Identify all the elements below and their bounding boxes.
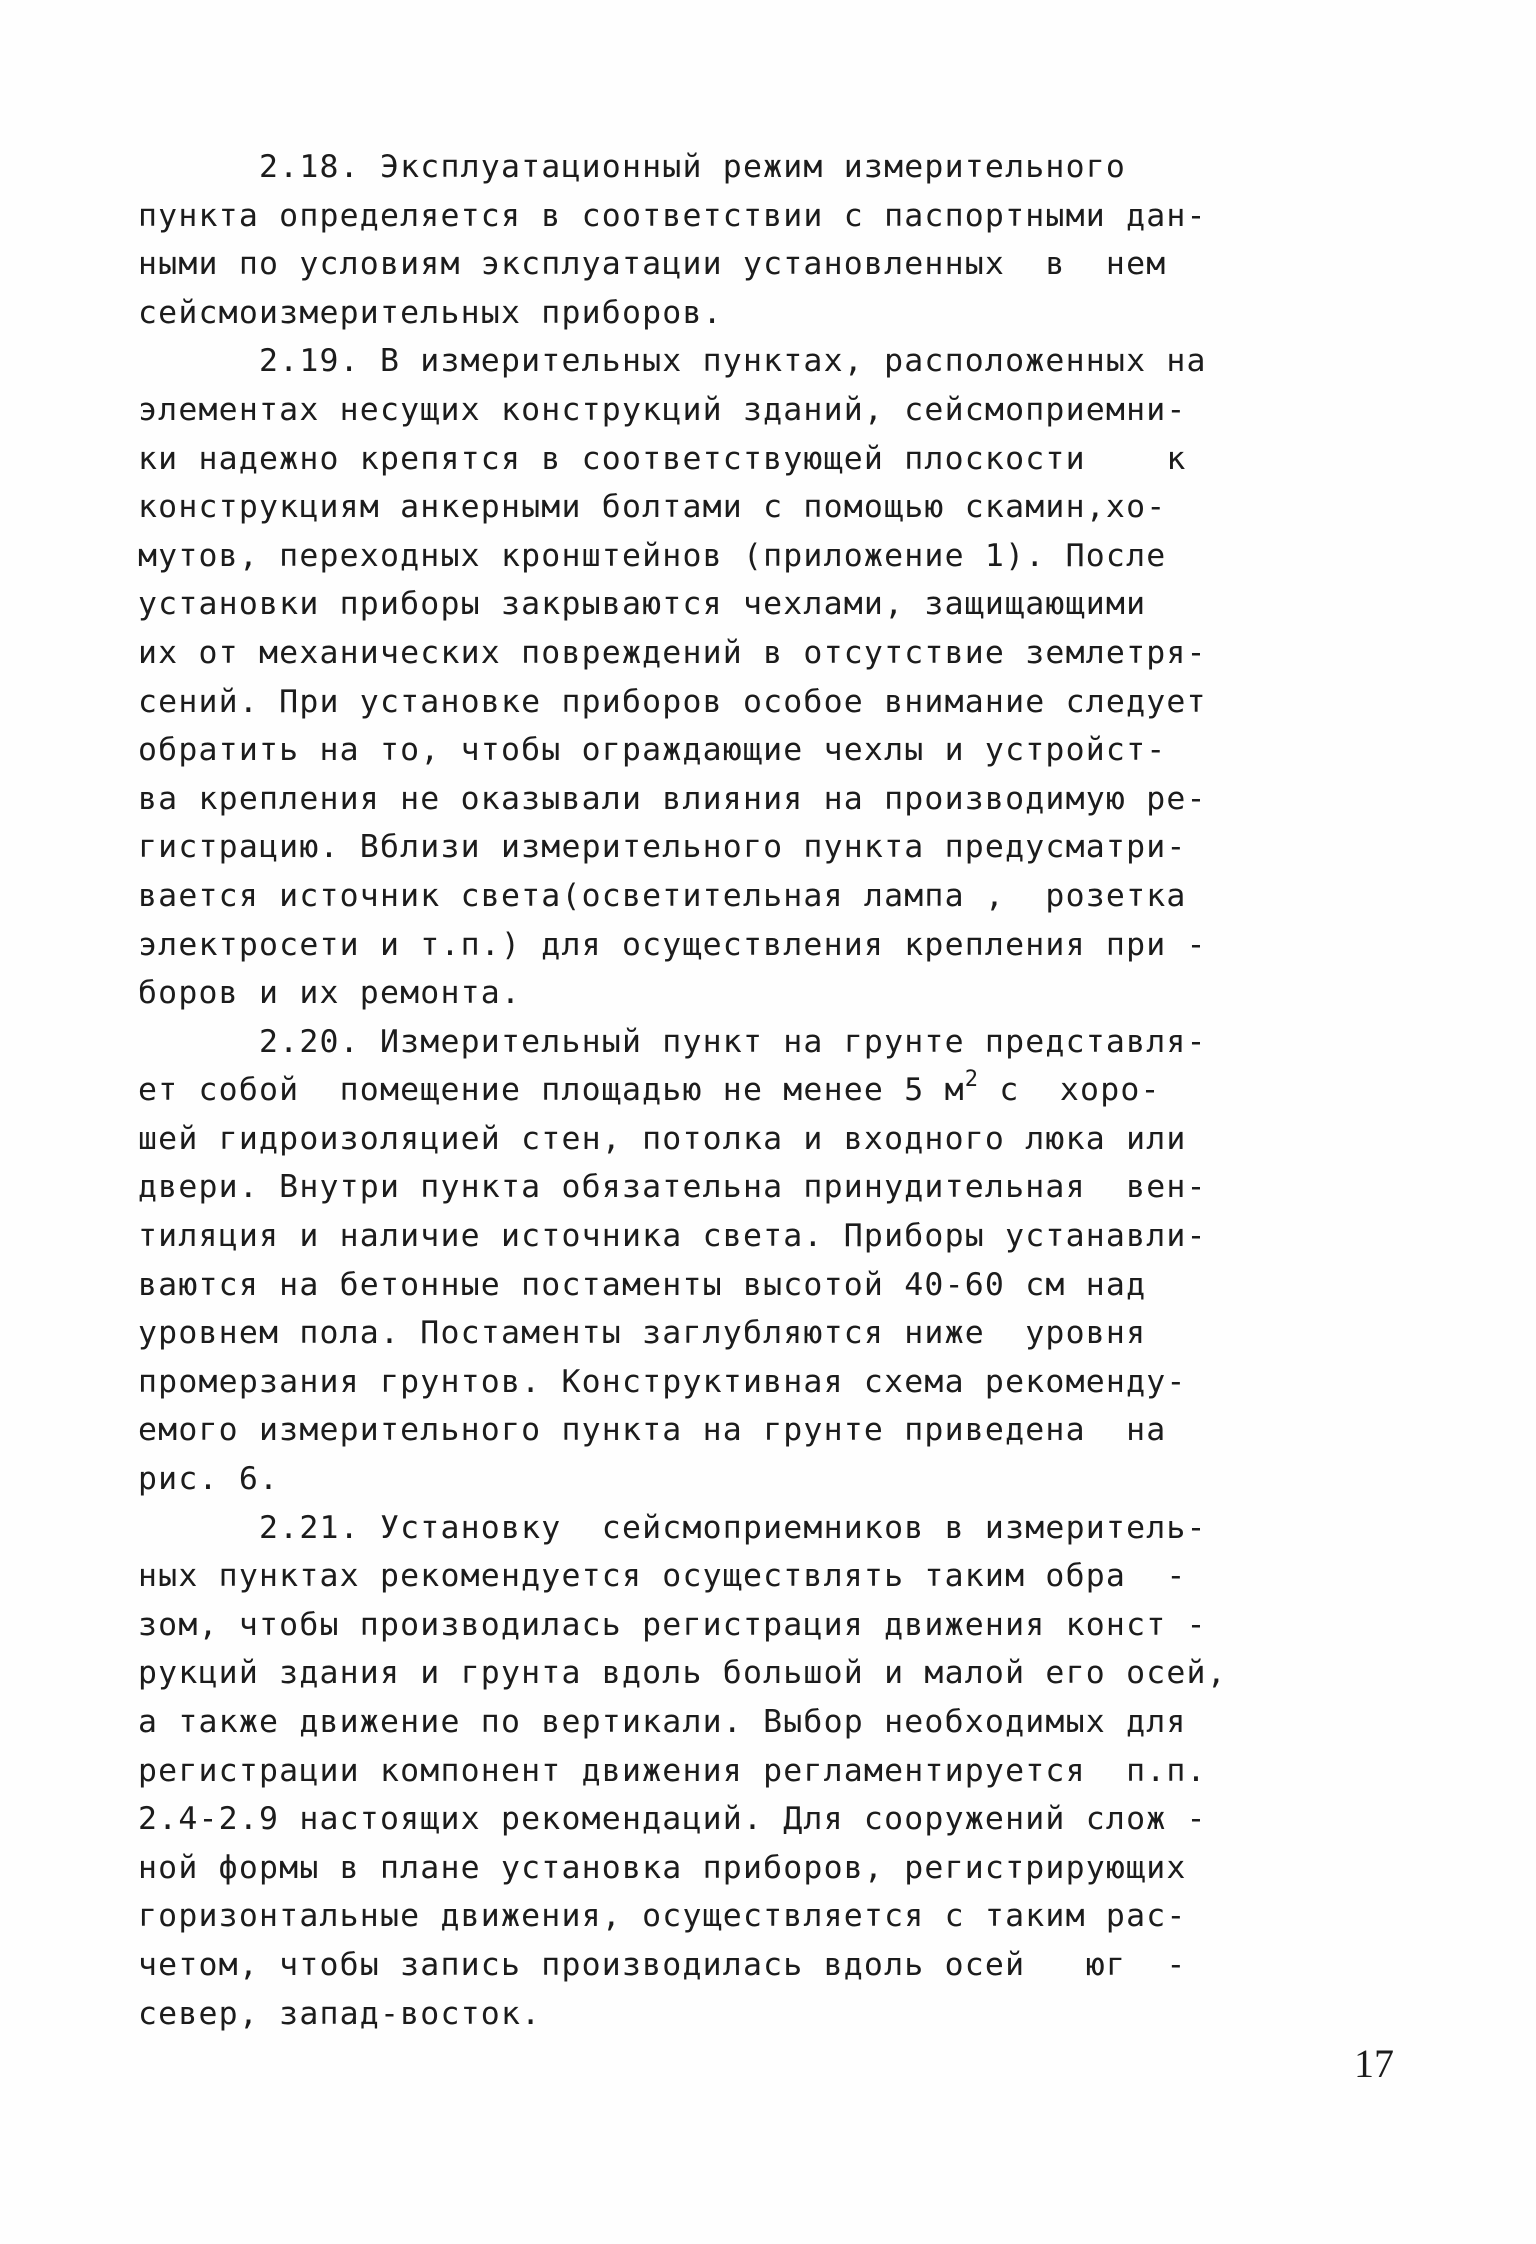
text-line: уровнем пола. Постаменты заглубляются ниже уровня xyxy=(138,1315,1147,1352)
text-line: емого измерительного пункта на грунте приведена на xyxy=(138,1412,1167,1449)
text-line: север, запад-восток. xyxy=(138,1995,542,2032)
text-line: 2.21. Установку сейсмоприемников в измеритель- xyxy=(138,1509,1207,1546)
text-line: регистрации компонент движения регламентируется п.п. xyxy=(138,1752,1207,1789)
text-line: электросети и т.п.) для осуществления крепления при - xyxy=(138,926,1207,963)
text-line: четом, чтобы запись производилась вдоль осей юг - xyxy=(138,1946,1187,1983)
text-line: гистрацию. Вблизи измерительного пункта предусматри- xyxy=(138,829,1187,866)
text-line: ваются на бетонные постаменты высотой 40-60 см над xyxy=(138,1266,1147,1303)
text-line: ки надежно крепятся в соответствующей плоскости к xyxy=(138,440,1187,477)
text-line-part: с хоро- xyxy=(979,1072,1161,1109)
text-line: обратить на то, чтобы ограждающие чехлы и устройст- xyxy=(138,732,1167,769)
text-line: шей гидроизоляцией стен, потолка и входного люка или xyxy=(138,1120,1187,1157)
text-line: 2.20. Измерительный пункт на грунте представля- xyxy=(138,1023,1207,1060)
text-line: промерзания грунтов. Конструктивная схема рекоменду- xyxy=(138,1363,1187,1400)
text-line: 2.18. Эксплуатационный режим измерительного xyxy=(138,149,1127,185)
text-line: а также движение по вертикали. Выбор необходимых для xyxy=(138,1704,1187,1740)
text-line: элементах несущих конструкций зданий, сейсмоприемни- xyxy=(138,391,1187,428)
text-line: ной формы в плане установка приборов, регистрирующих xyxy=(138,1849,1187,1886)
text-line: рис. 6. xyxy=(138,1461,280,1498)
text-line: 2.19. В измерительных пунктах, расположенных на xyxy=(138,343,1207,380)
paragraph-2-18 xyxy=(138,143,1410,337)
text-line: зом, чтобы производилась регистрация движения конст - xyxy=(138,1606,1207,1643)
superscript-exponent: 2 xyxy=(964,1067,980,1093)
page-number: 17 xyxy=(1354,2041,1394,2086)
text-line: 2.4-2.9 настоящих рекомендаций. Для сооружений слож - xyxy=(138,1801,1207,1838)
paragraph-2-20 xyxy=(138,1018,1410,1504)
text-line: двери. Внутри пункта обязательна принудительная вен- xyxy=(138,1169,1207,1206)
text-line: установки приборы закрываются чехлами, защищающими xyxy=(138,586,1147,623)
text-line: ва крепления не оказывали влияния на производимую ре- xyxy=(138,780,1207,817)
text-line: ных пунктах рекомендуется осуществлять таким обра - xyxy=(138,1558,1187,1595)
body-text xyxy=(138,143,1410,2038)
text-line: ными по условиям эксплуатации установленных в нем xyxy=(138,246,1167,283)
text-line: их от механических повреждений в отсутствие землетря- xyxy=(138,634,1207,671)
text-line-part: ет собой помещение площадью не менее 5 м xyxy=(138,1072,965,1109)
text-line: сейсмоизмерительных приборов. xyxy=(138,294,723,331)
text-line: рукций здания и грунта вдоль большой и малой его осей, xyxy=(138,1655,1227,1692)
text-line: пункта определяется в соответствии с паспортными дан- xyxy=(138,197,1207,234)
text-line: конструкциям анкерными болтами с помощью скамин,хо- xyxy=(138,489,1167,526)
text-line-with-superscript xyxy=(138,1066,1410,1115)
text-line: горизонтальные движения, осуществляется с таким рас- xyxy=(138,1898,1187,1935)
text-line: сений. При установке приборов особое внимание следует xyxy=(138,683,1207,720)
paragraph-2-19 xyxy=(138,337,1410,1017)
paragraph-2-21 xyxy=(138,1504,1410,2039)
text-line: мутов, переходных кронштейнов (приложение 1). После xyxy=(138,537,1167,574)
text-line: тиляция и наличие источника света. Приборы устанавли- xyxy=(138,1218,1207,1255)
text-line: боров и их ремонта. xyxy=(138,975,522,1012)
text-line: вается источник света(осветительная лампа , розетка xyxy=(138,877,1187,914)
